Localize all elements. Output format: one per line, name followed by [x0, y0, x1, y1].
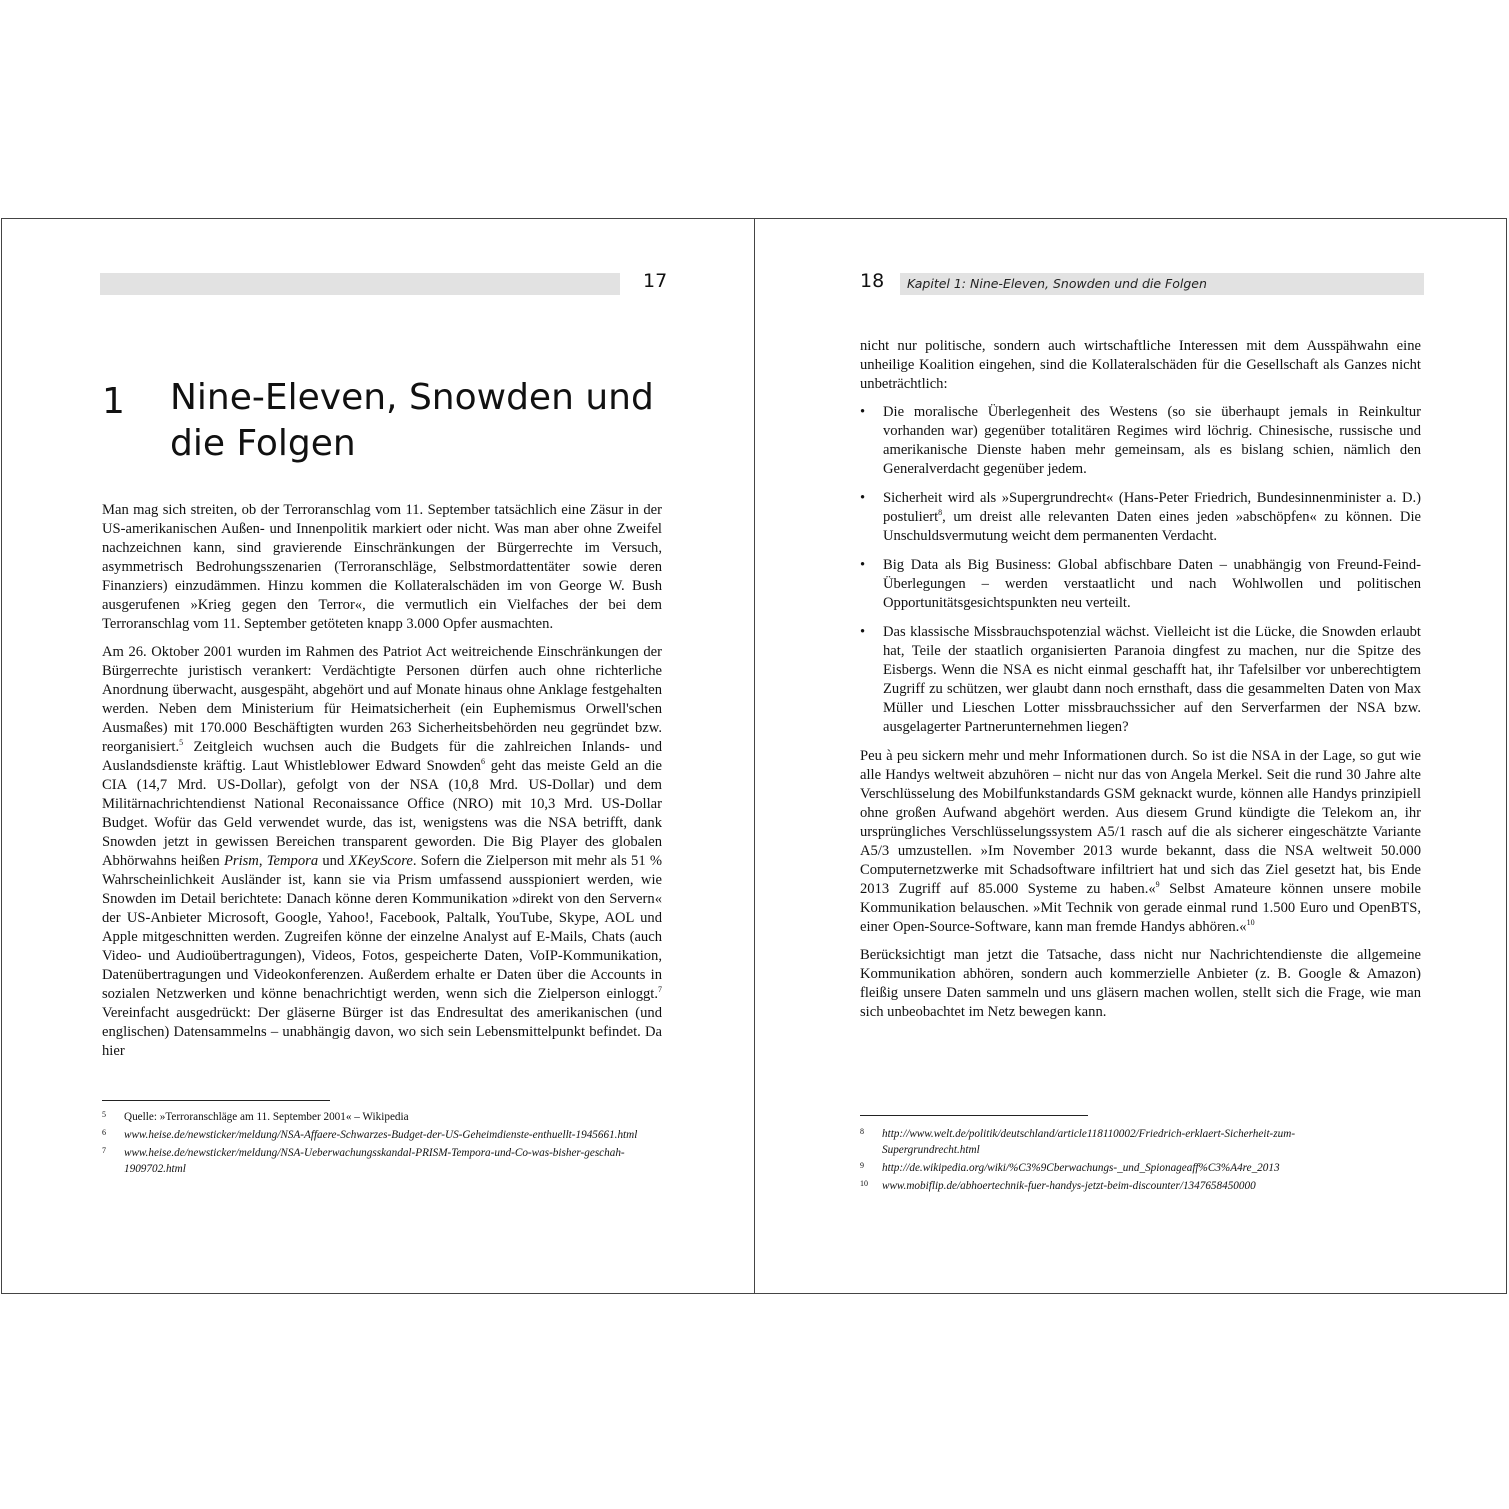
footnote-number: 10	[860, 1179, 868, 1188]
footnote-link[interactable]: www.mobiflip.de/abhoertechnik-fuer-handys-jetzt-beim-discounter/1347658450000	[882, 1180, 1256, 1192]
footnote-list	[102, 1109, 647, 1179]
running-header: Kapitel 1: Nine-Eleven, Snowden und die Folgen	[907, 276, 1207, 291]
footnote-ref[interactable]: 5	[179, 738, 184, 748]
chapter-title-line: die Folgen	[170, 423, 356, 464]
footnote-ref[interactable]: 6	[480, 757, 485, 767]
page-number: 18	[860, 270, 885, 292]
text-run: Zeitgleich wuchsen auch die Budgets für die zahlreichen Inlands- und Auslandsdienste kräftig. Laut Whistleblower Edward Snowden	[102, 739, 662, 774]
footnote-number: 6	[102, 1128, 106, 1137]
footnote-text: Quelle: »Terroranschläge am 11. September 2001« – Wikipedia	[124, 1111, 409, 1123]
bullet-list	[860, 403, 1421, 737]
list-item	[860, 489, 1421, 546]
text-run: Sicherheit wird als »Supergrundrecht« (Hans-Peter Friedrich, Bundesinnenminister a. D.) postuliert	[883, 490, 1421, 525]
footnote-number: 7	[102, 1146, 106, 1155]
footnote-rule	[102, 1100, 330, 1101]
text-run: . Sofern die Zielperson mit mehr als 51 % Wahrscheinlichkeit Ausländer ist, kann sie via Prism umfassend ausspioniert werden, wie Snowden im Detail berichtete: Danach könne deren Kommunikation »direkt von den Servern« der US-Anbieter Microsoft, Google, Yahoo!, Facebook, Paltalk, YouTube, Skype, AOL und Apple mitgeschnitten werden. Zugreifen könne der einzelne Analyst auf E-Mails, Chats (auch Video- und Audioübertragungen), Videos, Fotos, gespeicherte Daten, VoIP-Kommunikation, Datenübertragungen und Videokonferenzen. Außerdem erhalte er Daten über die Accounts in sozialen Netzwerken und könne benachrichtigt werden, wenn sich die Zielperson einloggt.	[102, 853, 663, 1002]
list-item	[860, 623, 1421, 737]
footnote	[860, 1178, 1360, 1194]
chapter-number: 1	[102, 381, 125, 422]
text-run: geht das meiste Geld an die CIA (14,7 Mrd. US-Dollar), gefolgt von der NSA (10,8 Mrd. US-Dollar) und dem Militärnachrichtendienst National Reconaissance Office (NRO) mit 10,3 Mrd. US-Dollar Budget. Wofür das Geld verwendet wurde, das ist, wenigstens was die NSA betrifft, dank Snowden jetzt in gewissen Bereichen transparent geworden. Die Big Player des globalen Abhörwahns heißen	[102, 758, 662, 869]
text-run: Big Data als Big Business: Global abfischbare Daten – unabhängig von Freund-Feind-Überlegungen – werden verstaatlicht und nach Wohlwollen und politischen Opportunitätsgesichtspunkten neu verteilt.	[883, 557, 1421, 611]
paragraph	[102, 643, 662, 1061]
footnote-ref[interactable]: 7	[658, 985, 662, 995]
footnote-ref[interactable]: 8	[938, 508, 943, 518]
paragraph	[860, 747, 1421, 937]
footnote	[102, 1109, 647, 1125]
footnote-link[interactable]: http://www.welt.de/politik/deutschland/article118110002/Friedrich-erklaert-Sicherheit-zum-Supergrundrecht.html	[882, 1128, 1296, 1156]
text-run: , um dreist alle relevanten Daten eines jeden »abschöpfen« zu können. Die Unschuldsvermutung weicht dem permanenten Verdacht.	[883, 509, 1421, 544]
footnote	[860, 1126, 1360, 1158]
paragraph: nicht nur politische, sondern auch wirtschaftliche Interessen mit dem Ausspähwahn eine unheilige Koalition eingehen, sind die Kollateralschäden für die Gesellschaft als Ganzes nicht unbeträchtlich:	[860, 338, 1421, 392]
text-run: Die moralische Überlegenheit des Westens (so sie überhaupt jemals in Reinkultur vorhanden war) gegenüber totalitären Regimes wird löchrig. Chinesische, russische und amerikanische Dienste haben mehr gemeinsam, als es bislang schien, nämlich den Generalverdacht gegenüber jedem.	[883, 404, 1421, 477]
footnote	[102, 1145, 647, 1177]
text-run: Selbst Amateure können unsere mobile Kommunikation belauschen. »Mit Technik von gerade einmal rund 1.500 Euro und OpenBTS, einer Open-Source-Software, kann man fremde Handys abhören.«	[860, 881, 1422, 935]
bullet-icon: •	[860, 624, 866, 640]
chapter-title-line: Nine-Eleven, Snowden und	[170, 377, 654, 418]
footnote-number: 5	[102, 1110, 106, 1119]
emphasis: XKeyScore	[348, 853, 413, 869]
footnote	[860, 1160, 1360, 1176]
page-number: 17	[643, 270, 668, 292]
footnote-number: 8	[860, 1127, 864, 1136]
text-run: Vereinfacht ausgedrückt: Der gläserne Bürger ist das Endresultat des amerikanischen (und englischen) Datensammelns – unabhängig davon, wo sich sein Lebensmittelpunkt befindet. Da hier	[102, 1005, 662, 1059]
text-run: ,	[258, 853, 267, 869]
right-page	[755, 219, 1507, 1293]
chapter-title	[170, 375, 690, 467]
bullet-icon: •	[860, 404, 866, 420]
text-run: Am 26. Oktober 2001 wurden im Rahmen des Patriot Act weitreichende Einschränkungen der Bürgerrechte juristisch verankert: Verdächtigte Personen dürfen auch ohne richterliche Anordnung überwacht, ausgespäht, abgehört und auf Monate hinaus ohne Anklage festgehalten werden. Neben dem Ministerium für Heimatsicherheit (ein Euphemismus Orwell'schen Ausmaßes) mit 170.000 Beschäftigten wurden 263 Sicherheitsbehörden neu gegründet bzw. reorganisiert.	[102, 644, 662, 755]
book-spread	[1, 218, 1507, 1294]
text-run: Peu à peu sickern mehr und mehr Informationen durch. So ist die NSA in der Lage, so gut wie alle Handys weltweit abzuhören – nicht nur das von Angela Merkel. Seit die rund 30 Jahre alte Verschlüsselung des Mobilfunkstandards GSM geknackt wurde, können alle Handys prinzipiell ohne großen Aufwand abgehört werden. Aus diesem Grund kündigte die Telekom an, ihr ursprüngliches Verschlüsselungssystem A5/1 rasch auf die als sicherer eingeschätzte Variante A5/3 umzustellen. »Im November 2013 wurde bekannt, dass die NSA weltweit 50.000 Computernetzwerke mit Schadsoftware infiltriert hat und sich das Ziel gesetzt hat, bis Ende 2013 Zugriff auf 85.000 Systeme zu haben.«	[860, 748, 1421, 897]
footnote-ref[interactable]: 10	[1246, 918, 1255, 928]
emphasis: Tempora	[266, 853, 319, 869]
footnote-ref[interactable]: 9	[1155, 880, 1160, 890]
footnote-link[interactable]: www.heise.de/newsticker/meldung/NSA-Affaere-Schwarzes-Budget-der-US-Geheimdienste-enthuellt-1945661.html	[124, 1129, 638, 1141]
footnote-number: 9	[860, 1161, 864, 1170]
paragraph: Berücksichtigt man jetzt die Tatsache, dass nicht nur Nachrichtendienste die allgemeine Kommunikation abhören, sondern auch kommerzielle Anbieter (z. B. Google & Amazon) fleißig unsere Daten sammeln und uns gläsern machen wollen, stellt sich die Frage, wie man sich unbeobachtet im Netz bewegen kann.	[860, 947, 1421, 1020]
paragraph: Man mag sich streiten, ob der Terroranschlag vom 11. September tatsächlich eine Zäsur in der US-amerikanischen Außen- und Innenpolitik markiert oder nicht. Was man aber ohne Zweifel nachzeichnen kann, sind gravierende Einschränkungen der Bürgerrechte im Versuch, asymmetrisch Bedrohungsszenarien (Terroranschläge, Selbstmordattentäter sowie deren Finanziers) einzudämmen. Hinzu kommen die Kollateralschäden im von George W. Bush ausgerufenen »Krieg gegen den Terror«, die vermutlich ein Vielfaches der bei dem Terroranschlag vom 11. September getöteten knapp 3.000 Opfer ausmachten.	[102, 502, 662, 632]
footnote-rule	[860, 1115, 1088, 1116]
footnote-list	[860, 1126, 1360, 1196]
bullet-icon: •	[860, 557, 866, 573]
footnote-link[interactable]: www.heise.de/newsticker/meldung/NSA-Ueberwachungsskandal-PRISM-Tempora-und-Co-was-bisher-geschah-1909702.html	[124, 1147, 625, 1175]
text-run: Das klassische Missbrauchspotenzial wächst. Vielleicht ist die Lücke, die Snowden erlaubt hat, Teile der staatlich organisierten Paranoia dingfest zu machen, nur die Spitze des Eisbergs. Wenn die NSA es nicht einmal geschafft hat, ihr Tafelsilber vor unberechtigtem Zugriff zu schützen, wer glaubt dann noch ernsthaft, dass die gesammelten Daten von Max Müller und Lieschen Lotter missbrauchssicher auf den Serverfarmen der NSA bzw. ausgelagerter Partnerunternehmen liegen?	[883, 624, 1421, 735]
list-item	[860, 403, 1421, 479]
text-run: und	[318, 853, 349, 869]
footnote-link[interactable]: http://de.wikipedia.org/wiki/%C3%9Cberwachungs-_und_Spionageaff%C3%A4re_2013	[882, 1162, 1280, 1174]
body-text	[102, 501, 662, 1070]
list-item	[860, 556, 1421, 613]
footnote	[102, 1127, 647, 1143]
header-bar	[100, 273, 620, 295]
body-text	[860, 337, 1421, 1031]
emphasis: Prism	[223, 853, 259, 869]
left-page	[2, 219, 754, 1293]
bullet-icon: •	[860, 490, 866, 506]
